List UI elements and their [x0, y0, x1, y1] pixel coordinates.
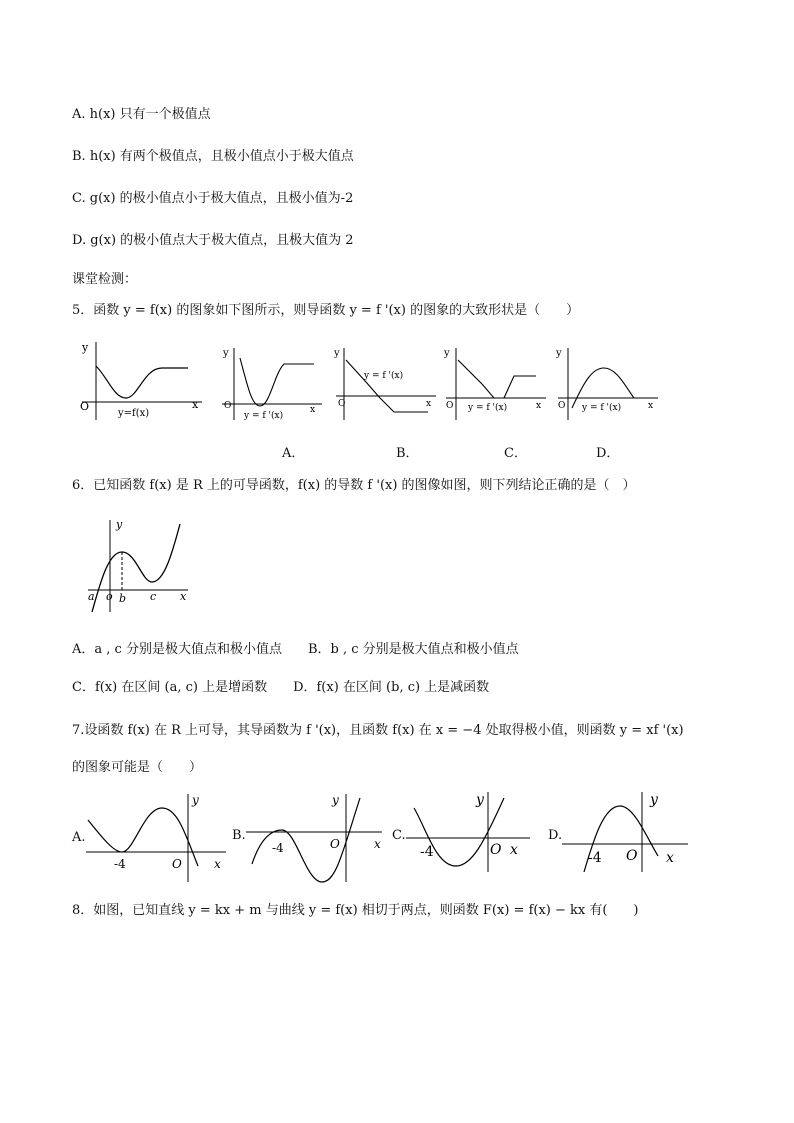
- q5-option-a-graph: [218, 344, 324, 422]
- svg-text:y: y: [223, 348, 229, 359]
- q8-stem: 8．如图，已知直线 y = kx + m 与曲线 y = f(x) 相切于两点，则函数 F(x) = f(x) − kx 有( ): [72, 903, 639, 918]
- q5-main-origin: O: [80, 400, 90, 413]
- q5-main-graph: [74, 338, 206, 422]
- q6-stem: 6．已知函数 f(x) 是 R 上的可导函数，f(x) 的导数 f '(x) 的图像如图，则下列结论正确的是（ ）: [72, 478, 636, 493]
- q4-option-b: B. h(x) 有两个极值点，且极小值点小于极大值点: [72, 149, 354, 164]
- q6-point-o: o: [106, 590, 113, 603]
- q7-option-d-letter: D.: [548, 828, 563, 843]
- q7-option-d-graph: [562, 788, 692, 874]
- q4-option-c: C. g(x) 的极小值点小于极大值点，且极小值为-2: [72, 191, 354, 206]
- q6-options-line2: C．f(x) 在区间 (a, c) 上是增函数 D．f(x) 在区间 (b, c) 上是减函数: [72, 680, 490, 695]
- svg-text:-4: -4: [272, 841, 284, 855]
- q5-main-axis-y: y: [82, 341, 89, 354]
- svg-text:x: x: [510, 842, 518, 858]
- q5-option-b-graph: [332, 344, 438, 422]
- q7-stem-line1: 7.设函数 f(x) 在 R 上可导，其导函数为 f '(x)，且函数 f(x) 在 x = −4 处取得极小值，则函数 y = xf '(x): [72, 723, 684, 738]
- q4-option-a: A. h(x) 只有一个极值点: [72, 107, 211, 122]
- svg-text:O: O: [338, 399, 346, 409]
- q6-point-a: a: [88, 590, 95, 603]
- svg-text:-4: -4: [588, 850, 602, 866]
- q6-point-c: c: [150, 590, 157, 603]
- svg-text:y: y: [476, 792, 484, 808]
- svg-text:O: O: [172, 857, 182, 871]
- svg-text:y: y: [444, 348, 450, 359]
- q5-b-curve-label: y = f '(x): [364, 371, 404, 381]
- q7-option-a-graph: [86, 790, 232, 884]
- svg-text:y: y: [556, 348, 562, 359]
- svg-text:x: x: [426, 399, 432, 409]
- svg-text:y: y: [192, 793, 199, 807]
- svg-text:-4: -4: [420, 844, 434, 860]
- svg-text:x: x: [374, 837, 381, 851]
- svg-text:O: O: [490, 842, 502, 858]
- q7-option-a-letter: A.: [72, 830, 86, 845]
- svg-text:x: x: [310, 405, 316, 415]
- svg-text:O: O: [446, 401, 454, 411]
- svg-text:x: x: [666, 850, 674, 866]
- q7-option-b-graph: [246, 790, 386, 884]
- q7-stem-line2: 的图象可能是（ ）: [72, 760, 203, 775]
- svg-text:O: O: [224, 401, 232, 411]
- q5-a-curve-label: y = f '(x): [244, 411, 284, 421]
- svg-text:O: O: [558, 401, 566, 411]
- q7-option-c-graph: [406, 788, 534, 874]
- q6-derivative-graph: [84, 514, 194, 614]
- svg-text:y: y: [650, 792, 658, 808]
- svg-text:O: O: [330, 837, 340, 851]
- q6-options-line1: A．a , c 分别是极大值点和极小值点 B．b , c 分别是极大值点和极小值点: [72, 642, 519, 657]
- q5-option-b-letter: B．: [396, 446, 419, 461]
- q7-option-c-letter: C.: [392, 828, 406, 843]
- q5-option-c-letter: C．: [504, 446, 527, 461]
- q5-option-a-letter: A．: [282, 446, 305, 461]
- q5-c-curve-label: y = f '(x): [468, 403, 508, 413]
- svg-text:x: x: [648, 401, 654, 411]
- svg-text:x: x: [536, 401, 542, 411]
- svg-text:y: y: [332, 793, 339, 807]
- q5-option-c-graph: [442, 344, 548, 422]
- q7-option-b-letter: B.: [232, 828, 246, 843]
- q5-option-d-letter: D．: [596, 446, 620, 461]
- q5-main-axis-x: x: [192, 398, 199, 411]
- q5-option-d-graph: [554, 344, 660, 422]
- svg-text:x: x: [180, 590, 187, 603]
- q4-option-d: D. g(x) 的极小值点大于极大值点，且极大值为 2: [72, 233, 354, 248]
- svg-text:-4: -4: [114, 857, 126, 871]
- svg-text:y: y: [334, 348, 340, 359]
- q5-main-curve-label: y=f(x): [118, 408, 150, 419]
- q6-point-b: b: [119, 592, 127, 605]
- svg-text:x: x: [214, 857, 221, 871]
- q5-d-curve-label: y = f '(x): [582, 403, 622, 413]
- q5-stem: 5．函数 y = f(x) 的图象如下图所示，则导函数 y = f '(x) 的图象的大致形状是（ ）: [72, 303, 580, 318]
- svg-text:O: O: [626, 848, 638, 864]
- section-label: 课堂检测：: [72, 272, 138, 287]
- svg-text:y: y: [116, 518, 123, 531]
